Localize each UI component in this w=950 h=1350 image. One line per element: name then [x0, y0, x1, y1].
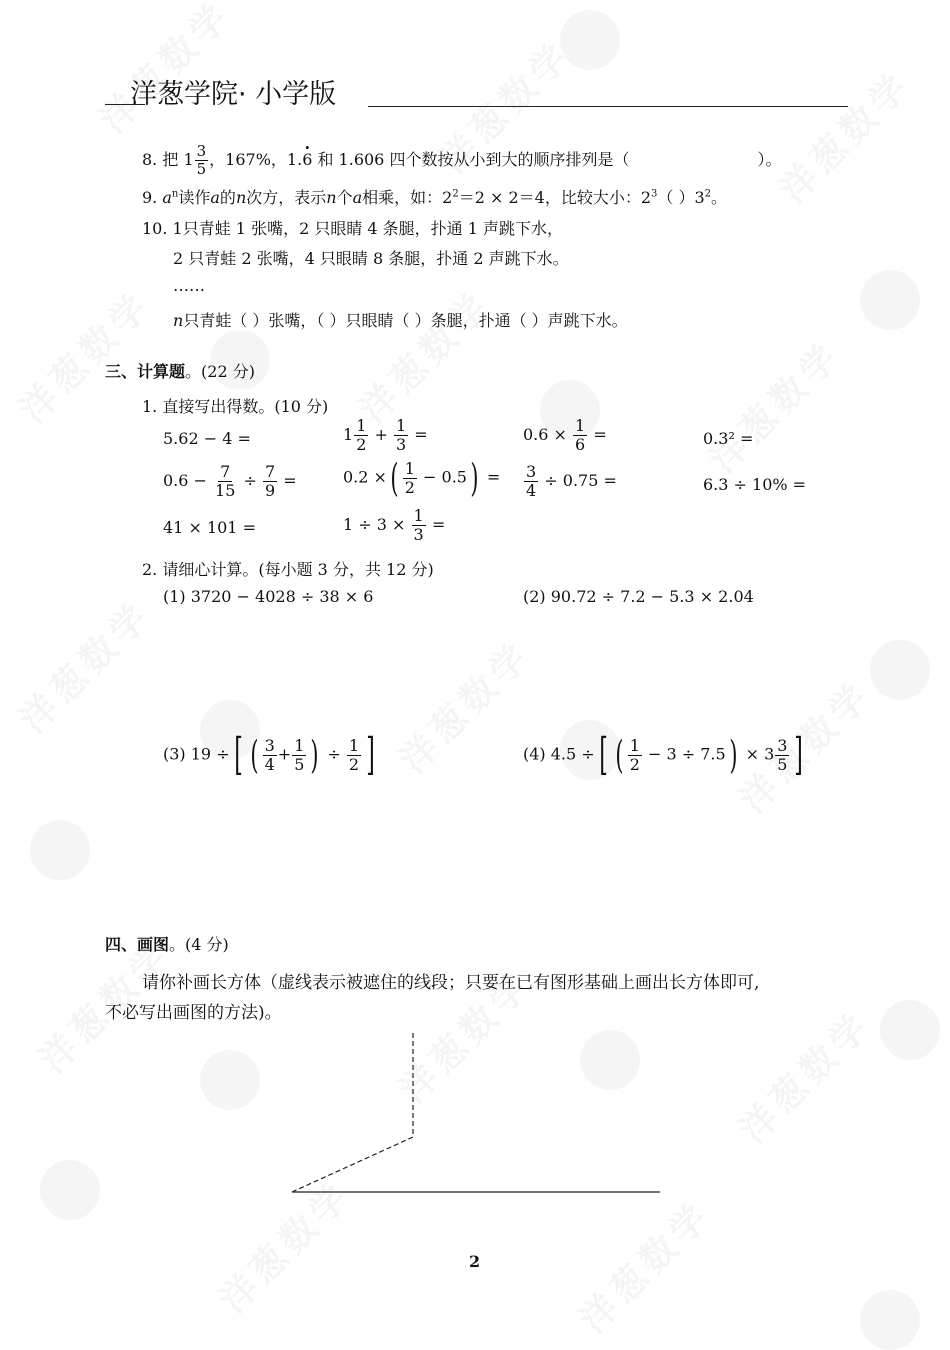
frac-den: 4: [526, 481, 537, 500]
q8-prefix: 8. 把 1: [142, 150, 194, 169]
watermark-text: [767, 58, 922, 213]
q9-text: 相乘，如：2: [362, 188, 453, 207]
watermark-badge: [860, 270, 920, 330]
q9-var-n: n: [326, 188, 337, 207]
q9-text: 个: [336, 188, 353, 207]
problem-4-pre: (4) 4.5 ÷: [523, 744, 595, 764]
problem-4-frac2: [775, 735, 789, 774]
calc-6-pre: 0.2 ×: [343, 467, 387, 487]
q8-mid1: ，167%，1.: [209, 150, 303, 169]
problem-4-times: × 3: [745, 744, 775, 764]
calc-10-pre: 1 ÷ 3 ×: [343, 515, 406, 534]
calc-3: [523, 418, 607, 453]
q9-var-a: a: [210, 188, 220, 207]
question-10-ellipsis: ……: [173, 276, 205, 295]
calc-5-eq: =: [283, 471, 297, 490]
calc-4: 0.3² =: [703, 429, 754, 448]
calc-2: [343, 418, 428, 453]
frac-num: 7: [220, 462, 231, 481]
bracket-left: [: [598, 729, 608, 780]
calc-6-frac: [403, 458, 417, 497]
section-4-score: 。(4 分): [169, 935, 229, 954]
problem-3-div: ÷: [327, 744, 341, 764]
watermark-badge: [860, 1290, 920, 1350]
question-10-line2: 2 只青蛙 2 张嘴，4 只眼睛 8 条腿，扑通 2 声跳下水。: [173, 249, 569, 268]
q8-fraction: [195, 144, 209, 177]
header-rule-right: [368, 106, 848, 107]
frac-den: 3: [395, 435, 407, 454]
paren-right: ): [470, 456, 479, 500]
q9-compare-blank[interactable]: （ ）3: [657, 188, 705, 207]
frac-den: 2: [356, 435, 367, 454]
problem-3: [163, 729, 379, 780]
calc-3-eq: =: [593, 425, 607, 444]
frac-den: 5: [294, 754, 305, 774]
cuboid-sketch: [280, 1025, 680, 1205]
problem-3-pre: (3) 19 ÷: [163, 744, 230, 764]
bracket-right: ]: [794, 729, 804, 780]
watermark-badge: [870, 640, 930, 700]
watermark-badge: [560, 10, 620, 70]
frac-den: 2: [348, 754, 359, 774]
section-4-title: 四、画图: [105, 935, 170, 954]
watermark-text: [387, 628, 542, 783]
calc-2-frac1: [354, 418, 368, 453]
question-10-line1: 10. 1只青蛙 1 张嘴，2 只眼睛 4 条腿，扑通 1 声跳下水，: [142, 219, 564, 238]
frac-num: 7: [264, 462, 276, 481]
calc-7-frac: [524, 464, 538, 499]
q9-text: 次方，表示: [246, 188, 327, 207]
problem-3-frac2: [292, 735, 306, 774]
question-10-line4: [173, 308, 628, 331]
calc-9: 41 × 101 =: [163, 518, 256, 537]
frac-num: 1: [404, 458, 415, 478]
header-title: 洋葱学院· 小学版: [130, 79, 337, 110]
q9-var-a: a: [352, 188, 363, 207]
bracket-left: [: [233, 729, 243, 780]
q9-sup: 2: [704, 188, 712, 200]
q9-number: 9.: [142, 188, 163, 207]
bracket-right: ]: [366, 729, 375, 780]
calc-10: [343, 508, 445, 543]
problem-3-plus: +: [277, 744, 292, 764]
problem-2: (2) 90.72 ÷ 7.2 − 5.3 × 2.04: [523, 587, 754, 606]
paren-left: (: [615, 733, 624, 777]
calc-8: 6.3 ÷ 10% =: [703, 475, 807, 494]
calc-1: 5.62 − 4 =: [163, 429, 251, 448]
q9-sup-n: n: [171, 188, 179, 200]
paren-left: (: [390, 456, 399, 500]
frac-num: 1: [356, 416, 367, 435]
frac-den: 3: [413, 525, 424, 544]
q9-var-n: n: [235, 188, 247, 207]
watermark-text: [7, 588, 162, 743]
section-3-sub1: 1. 直接写出得数。(10 分): [142, 397, 329, 416]
calc-5-pre: 0.6 −: [163, 471, 207, 490]
frac-num: 3: [777, 735, 788, 755]
calc-2-eq: =: [414, 425, 428, 444]
frac-den: 9: [264, 481, 276, 500]
calc-5: [163, 464, 297, 499]
hidden-depth-edge: [292, 1137, 413, 1192]
frac-den: 15: [215, 481, 236, 500]
frac-den: 2: [404, 477, 415, 497]
calc-2-whole: 1: [343, 425, 354, 444]
question-9: [142, 185, 727, 208]
calc-10-eq: =: [431, 515, 446, 534]
problem-3-frac1: [263, 735, 277, 774]
page-number: 2: [469, 1252, 481, 1271]
q9-text: ＝2 × 2＝4，比较大小：2: [458, 188, 652, 207]
frac-num: 3: [526, 462, 537, 481]
section-3-title: 三、计算题: [105, 362, 186, 381]
q9-text: 读作: [178, 188, 211, 207]
frac-den: 4: [264, 754, 275, 774]
watermark-badge: [40, 1160, 100, 1220]
q9-text: 的: [219, 188, 236, 207]
q8-frac-den: 5: [196, 160, 207, 178]
q8-repeating-digit: · 6: [302, 150, 312, 169]
section-3-sub2: 2. 请细心计算。(每小题 3 分，共 12 分): [142, 560, 434, 579]
q9-end: 。: [711, 188, 728, 207]
q8-mid2: 和 1.606 四个数按从小到大的顺序排列是（: [312, 150, 630, 169]
frac-num: 1: [395, 416, 407, 435]
q9-var-a: a: [162, 188, 172, 207]
calc-6-post: − 0.5: [423, 467, 467, 487]
calc-6-eq: =: [486, 467, 501, 487]
problem-4-mid: − 3 ÷ 7.5: [647, 744, 726, 764]
calc-5-frac2: [263, 464, 277, 499]
watermark-text: [697, 328, 852, 483]
problem-1: (1) 3720 − 4028 ÷ 38 × 6: [163, 587, 374, 606]
calc-6: [343, 456, 501, 500]
frac-num: 3: [264, 735, 275, 755]
section-3-score: 。(22 分): [185, 362, 255, 381]
header-rule-left: [105, 104, 145, 105]
calc-3-frac: [573, 418, 587, 453]
q8-frac-num: 3: [196, 142, 207, 160]
frac-num: 1: [629, 735, 640, 755]
frac-num: 1: [413, 506, 424, 525]
frac-num: 1: [575, 416, 586, 435]
frac-den: 2: [629, 754, 640, 774]
calc-10-frac: [412, 508, 426, 543]
calc-5-frac1: [213, 464, 237, 499]
problem-3-frac3: [347, 735, 361, 774]
calc-3-pre: 0.6 ×: [523, 425, 567, 444]
calc-2-plus: +: [374, 425, 388, 444]
q9-sup: 3: [651, 188, 658, 200]
q10-var-n: n: [173, 311, 184, 330]
frac-num: 1: [294, 735, 305, 755]
calc-5-op: ÷: [243, 471, 257, 490]
paren-right: ): [310, 733, 319, 777]
section-4-instruction-2: 不必写出画图的方法)。: [105, 1003, 282, 1023]
watermark-badge: [200, 1050, 260, 1110]
frac-num: 1: [348, 735, 359, 755]
watermark-text: [347, 278, 502, 433]
problem-4: [523, 729, 808, 780]
watermark-text: [727, 998, 882, 1153]
paren-right: ): [729, 733, 738, 777]
question-8: [142, 144, 781, 177]
calc-2-frac2: [394, 418, 408, 453]
calc-7: [523, 464, 617, 499]
paren-left: (: [250, 733, 259, 777]
watermark-text: [7, 278, 162, 433]
frac-den: 5: [777, 754, 788, 774]
calc-7-post: ÷ 0.75 =: [544, 471, 617, 490]
watermark-text: [567, 1188, 722, 1343]
section-3-heading: [105, 359, 255, 382]
watermark-badge: [880, 1000, 940, 1060]
q9-sup: 2: [452, 188, 459, 200]
q10-blanks[interactable]: 只青蛙（ ）张嘴，（ ）只眼睛（ ）条腿，扑通（ ）声跳下水。: [183, 311, 628, 330]
watermark-badge: [30, 820, 90, 880]
section-4-instruction-1: 请你补画长方体（虚线表示被遮住的线段；只要在已有图形基础上画出长方体即可,: [142, 973, 760, 993]
section-4-heading: [105, 932, 229, 955]
frac-den: 6: [575, 435, 586, 454]
q8-suffix: ）。: [757, 150, 782, 169]
problem-4-frac1: [628, 735, 642, 774]
